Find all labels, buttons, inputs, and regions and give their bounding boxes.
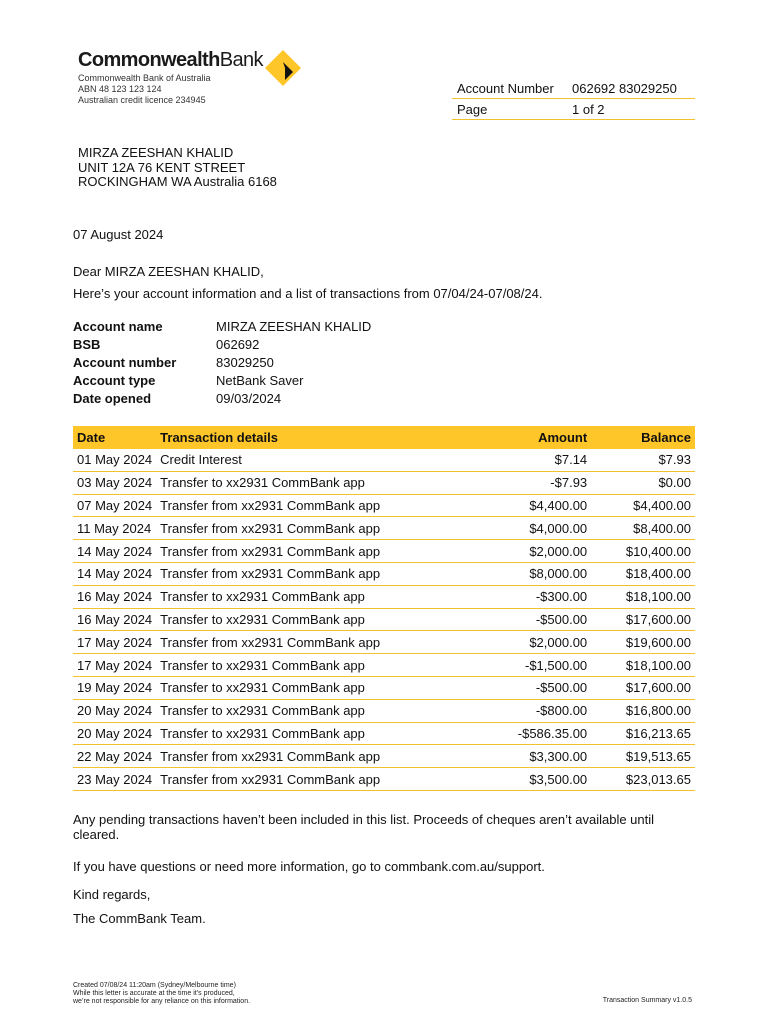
wordmark-light: Bank [219, 49, 263, 71]
header-details: Transaction details [156, 426, 436, 449]
account-detail-label: Account number [73, 354, 177, 370]
footer-accuracy: While this letter is accurate at the time it’s produced, [73, 990, 235, 997]
cell-date: 14 May 2024 [73, 562, 156, 585]
cell-amount: -$300.00 [436, 585, 591, 608]
cell-date: 03 May 2024 [73, 471, 156, 494]
table-row [73, 676, 695, 699]
cell-balance: $18,100.00 [591, 585, 695, 608]
cell-balance: $19,600.00 [591, 631, 695, 654]
cell-amount: $4,000.00 [436, 517, 591, 540]
account-detail-label: Account type [73, 373, 156, 389]
cell-details: Credit Interest [156, 449, 436, 472]
cell-amount: -$586.35.00 [436, 722, 591, 745]
account-number-label: Account Number [457, 80, 554, 96]
bank-logo [78, 48, 263, 105]
cell-balance: $16,213.65 [591, 722, 695, 745]
table-row [73, 768, 695, 791]
cell-date: 19 May 2024 [73, 676, 156, 699]
header-balance: Balance [591, 426, 695, 449]
account-detail-row [73, 317, 371, 335]
letter-intro: Here’s your account information and a list of transactions from 07/04/24-07/08/24. [73, 286, 543, 301]
cell-details: Transfer from xx2931 CommBank app [156, 517, 436, 540]
cell-date: 07 May 2024 [73, 494, 156, 517]
cell-amount: -$800.00 [436, 699, 591, 722]
account-detail-label: Account name [73, 318, 163, 334]
account-detail-value: 83029250 [216, 354, 274, 370]
table-row [73, 722, 695, 745]
cell-balance: $18,400.00 [591, 562, 695, 585]
cell-amount: $3,500.00 [436, 768, 591, 791]
account-detail-row [73, 353, 371, 371]
page-label: Page [457, 101, 488, 117]
transactions-body [73, 449, 695, 791]
cell-date: 20 May 2024 [73, 699, 156, 722]
cell-date: 22 May 2024 [73, 745, 156, 768]
cell-amount: -$500.00 [436, 608, 591, 631]
wordmark-bold: Commonwealth [78, 49, 220, 71]
table-row [73, 494, 695, 517]
table-row [73, 517, 695, 540]
cell-details: Transfer from xx2931 CommBank app [156, 540, 436, 563]
header-date: Date [73, 426, 156, 449]
recipient-line2: ROCKINGHAM WA Australia 6168 [78, 174, 277, 189]
cell-balance: $17,600.00 [591, 608, 695, 631]
cell-amount: -$1,500.00 [436, 654, 591, 677]
cell-details: Transfer from xx2931 CommBank app [156, 768, 436, 791]
signature-team: The CommBank Team. [73, 911, 206, 926]
account-detail-label: BSB [73, 336, 101, 352]
cell-amount: -$7.93 [436, 471, 591, 494]
account-detail-row [73, 335, 371, 353]
table-row [73, 654, 695, 677]
sign-off: Kind regards, [73, 887, 151, 902]
cell-balance: $19,513.65 [591, 745, 695, 768]
table-row [73, 745, 695, 768]
diamond-logo-icon [263, 48, 303, 88]
cell-date: 16 May 2024 [73, 585, 156, 608]
letter-greeting: Dear MIRZA ZEESHAN KHALID, [73, 264, 264, 279]
table-row [73, 449, 695, 472]
table-row [73, 471, 695, 494]
footer-version: Transaction Summary v1.0.5 [602, 997, 692, 1004]
cell-details: Transfer to xx2931 CommBank app [156, 585, 436, 608]
cell-balance: $8,400.00 [591, 517, 695, 540]
cell-details: Transfer to xx2931 CommBank app [156, 722, 436, 745]
account-detail-value: NetBank Saver [216, 373, 304, 389]
pending-note: Any pending transactions haven’t been included in this list. Proceeds of cheques aren’t available until cleared. [73, 812, 655, 842]
cell-balance: $16,800.00 [591, 699, 695, 722]
bank-licence: Australian credit licence 234945 [78, 95, 206, 105]
cell-details: Transfer to xx2931 CommBank app [156, 676, 436, 699]
cell-date: 01 May 2024 [73, 449, 156, 472]
account-detail-value: 062692 [216, 336, 260, 352]
cell-balance: $17,600.00 [591, 676, 695, 699]
recipient-name: MIRZA ZEESHAN KHALID [78, 145, 234, 160]
cell-details: Transfer from xx2931 CommBank app [156, 631, 436, 654]
bank-abn: ABN 48 123 123 124 [78, 84, 162, 94]
cell-details: Transfer from xx2931 CommBank app [156, 494, 436, 517]
cell-details: Transfer to xx2931 CommBank app [156, 608, 436, 631]
table-row [73, 562, 695, 585]
cell-date: 16 May 2024 [73, 608, 156, 631]
help-text: If you have questions or need more information, go to commbank.com.au/support. [73, 859, 545, 874]
footer-disclaimer [73, 982, 250, 1006]
bank-legal-name: Commonwealth Bank of Australia [78, 73, 211, 83]
account-detail-label: Date opened [73, 391, 152, 407]
table-row [73, 631, 695, 654]
cell-balance: $4,400.00 [591, 494, 695, 517]
cell-date: 23 May 2024 [73, 768, 156, 791]
cell-amount: $8,000.00 [436, 562, 591, 585]
cell-balance: $23,013.65 [591, 768, 695, 791]
cell-amount: -$500.00 [436, 676, 591, 699]
table-row [73, 699, 695, 722]
cell-date: 14 May 2024 [73, 540, 156, 563]
table-row [73, 608, 695, 631]
cell-balance: $7.93 [591, 449, 695, 472]
cell-balance: $18,100.00 [591, 654, 695, 677]
account-number-row [452, 78, 695, 99]
footer-liability: we’re not responsible for any reliance on this information. [73, 998, 251, 1005]
cell-date: 17 May 2024 [73, 654, 156, 677]
cell-date: 17 May 2024 [73, 631, 156, 654]
account-details [73, 317, 371, 408]
footer-created: Created 07/08/24 11:20am (Sydney/Melbourne time) [73, 982, 236, 989]
cell-amount: $3,300.00 [436, 745, 591, 768]
table-row [73, 585, 695, 608]
cell-details: Transfer to xx2931 CommBank app [156, 654, 436, 677]
letter-date: 07 August 2024 [73, 227, 164, 242]
cell-details: Transfer from xx2931 CommBank app [156, 562, 436, 585]
cell-date: 20 May 2024 [73, 722, 156, 745]
account-detail-row [73, 372, 371, 390]
account-number-value: 062692 83029250 [572, 80, 677, 96]
cell-balance: $10,400.00 [591, 540, 695, 563]
cell-amount: $4,400.00 [436, 494, 591, 517]
cell-details: Transfer from xx2931 CommBank app [156, 745, 436, 768]
account-detail-value: MIRZA ZEESHAN KHALID [216, 318, 372, 334]
cell-amount: $7.14 [436, 449, 591, 472]
cell-amount: $2,000.00 [436, 540, 591, 563]
bank-wordmark [78, 48, 263, 72]
table-row [73, 540, 695, 563]
account-detail-row [73, 390, 371, 408]
cell-details: Transfer to xx2931 CommBank app [156, 699, 436, 722]
recipient-address [78, 146, 277, 190]
header-amount: Amount [436, 426, 591, 449]
statement-meta [452, 78, 695, 120]
cell-details: Transfer to xx2931 CommBank app [156, 471, 436, 494]
transactions-header-row [73, 426, 695, 449]
account-detail-value: 09/03/2024 [216, 391, 282, 407]
page-row [452, 99, 695, 120]
page-value: 1 of 2 [572, 101, 605, 117]
cell-amount: $2,000.00 [436, 631, 591, 654]
cell-balance: $0.00 [591, 471, 695, 494]
recipient-line1: UNIT 12A 76 KENT STREET [78, 159, 246, 175]
cell-date: 11 May 2024 [73, 517, 156, 540]
transactions-table [73, 426, 695, 791]
